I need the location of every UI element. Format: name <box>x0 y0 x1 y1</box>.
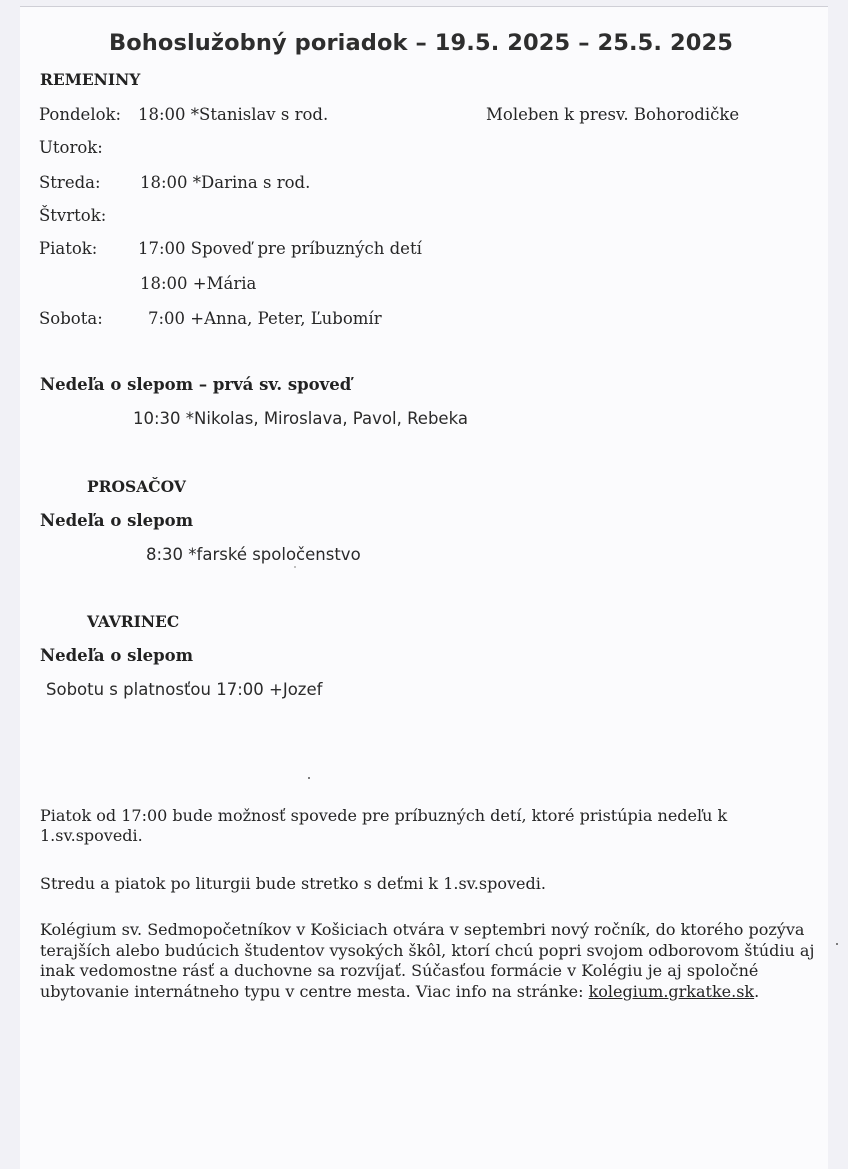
scan-speck <box>308 777 310 779</box>
section-heading-prosacov: PROSAČOV <box>87 477 186 496</box>
service-entry: 17:00 Spoveď pre príbuzných detí <box>138 239 422 258</box>
section-heading-remeniny: REMENINY <box>40 70 141 89</box>
scan-speck <box>836 943 838 945</box>
kolegium-text: Kolégium sv. Sedmopočetníkov v Košiciach otvára v septembri nový ročník, do ktorého pozýva terajších alebo budúcich študentov vysokých škôl, ktorí chcú popri svojom odborovom štúdiu aj inak vedomostne rásť a duchovne sa rozvíjať. Súčasťou formácie v Kolégiu je aj spoločné ubytovanie internátneho typu v centre mesta. Viac info na stránke: <box>40 920 815 1001</box>
day-label-piatok: Piatok: <box>39 239 98 258</box>
kolegium-link[interactable]: kolegium.grkatke.sk <box>588 981 755 1001</box>
announcement-kolegium <box>40 920 832 1002</box>
day-label-utorok: Utorok: <box>39 138 103 157</box>
service-entry: 18:00 +Mária <box>140 274 257 293</box>
announcement-meeting: Stredu a piatok po liturgii bude stretko s deťmi k 1.sv.spovedi. <box>40 874 546 893</box>
kolegium-trailing: . <box>754 981 760 1001</box>
day-label-pondelok: Pondelok: <box>39 105 122 124</box>
day-label-streda: Streda: <box>39 173 101 192</box>
service-entry: 7:00 +Anna, Peter, Ľubomír <box>148 309 382 328</box>
section-heading-vavrinec: VAVRINEC <box>87 612 180 631</box>
scan-speck <box>294 566 296 568</box>
sunday-entry-vavrinec: Sobotu s platnosťou 17:00 +Jozef <box>46 680 323 699</box>
service-note: Moleben k presv. Bohorodičke <box>486 105 740 124</box>
service-entry: 18:00 *Darina s rod. <box>140 173 311 192</box>
day-label-stvrtok: Štvrtok: <box>39 206 107 225</box>
page-title: Bohoslužobný poriadok – 19.5. 2025 – 25.5. 2025 <box>109 30 734 56</box>
service-entry: 18:00 *Stanislav s rod. <box>138 105 329 124</box>
sunday-entry-prosacov: 8:30 *farské spoločenstvo <box>146 545 361 564</box>
day-label-sobota: Sobota: <box>39 309 103 328</box>
sunday-heading-vavrinec: Nedeľa o slepom <box>40 646 194 665</box>
sunday-heading-remeniny: Nedeľa o slepom – prvá sv. spoveď <box>40 375 352 394</box>
announcement-confession: Piatok od 17:00 bude možnosť spovede pre príbuzných detí, ktoré pristúpia nedeľu k 1.sv.spovedi. <box>40 806 728 845</box>
sunday-heading-prosacov: Nedeľa o slepom <box>40 511 194 530</box>
sunday-entry-remeniny: 10:30 *Nikolas, Miroslava, Pavol, Rebeka <box>133 409 468 428</box>
